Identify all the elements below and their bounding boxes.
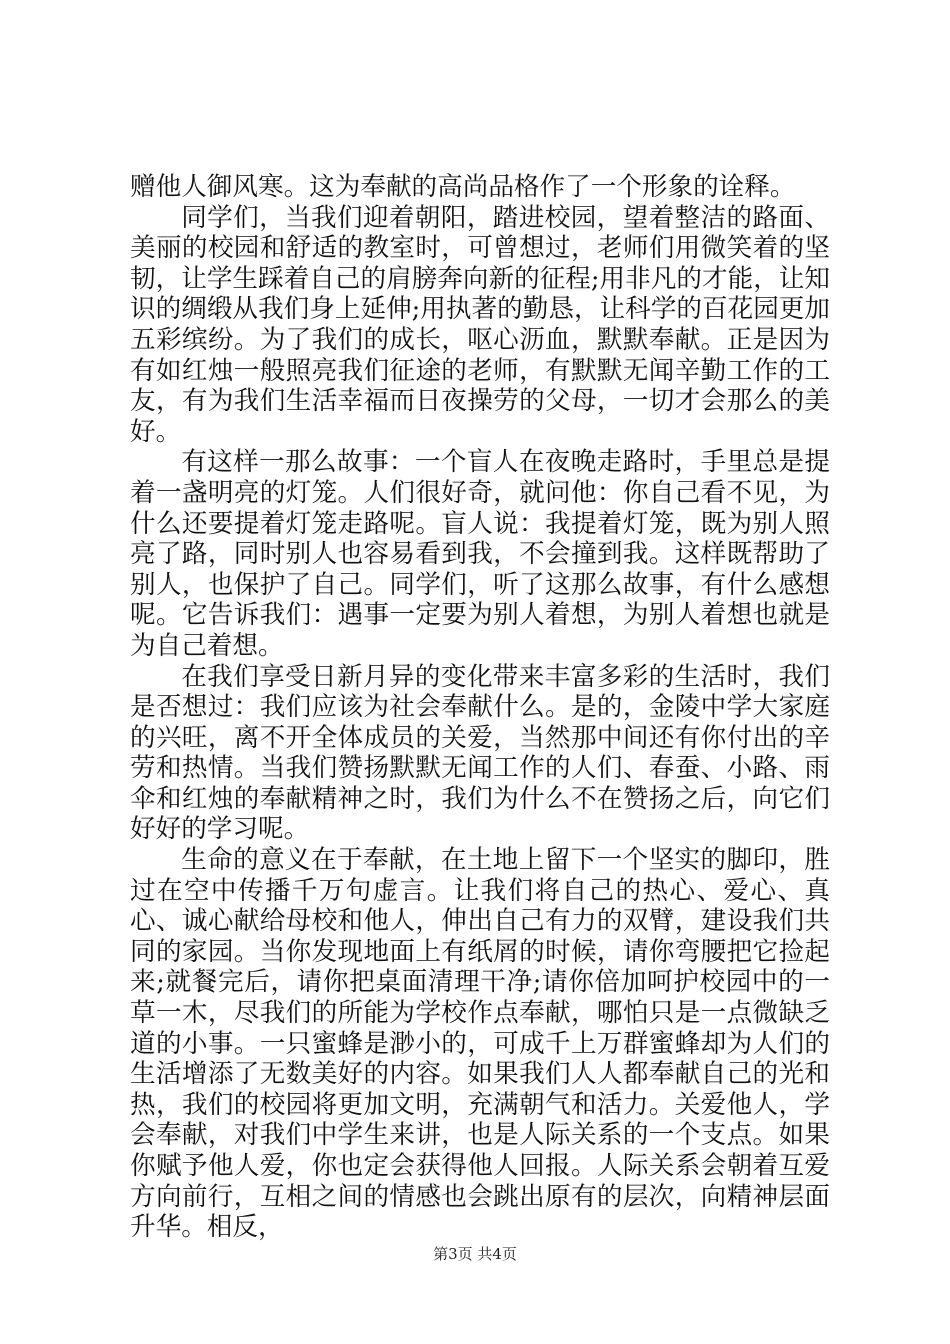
paragraph-meaning-of-life: 生命的意义在于奉献，在土地上留下一个坚实的脚印，胜过在空中传播千万句虚言。让我们将自己的热心、爱心、真心、诚心献给母校和他人，伸出自己有力的双臂，建设我们共同的家园。当你发现地面上有纸屑的时候，请你弯腰把它捡起来;就餐完后，请你把桌面清理干净;请你倍加呵护校园中的一草一木，尽我们的所能为学校作点奉献，哪怕只是一点微缺乏道的小事。一只蜜蜂是渺小的，可成千上万群蜜蜂却为人们的生活增添了无数美好的内容。如果我们人人都奉献自己的光和热，我们的校园将更加文明，充满朝气和活力。关爱他人，学会奉献，对我们中学生来讲，也是人际关系的一个支点。如果你赋予他人爱，你也定会获得他人回报。人际关系会朝着互爱方向前行，互相之间的情感也会跳出原有的层次，向精神层面升华。相反，	[130, 845, 830, 1243]
page-footer: 第3页 共4页	[433, 1245, 517, 1263]
paragraph-lantern-story: 有这样一那么故事：一个盲人在夜晚走路时，手里总是提着一盏明亮的灯笼。人们很好奇，就问他：你自己看不见，为什么还要提着灯笼走路呢。盲人说：我提着灯笼，既为别人照亮了路，同时别人也容易看到我，不会撞到我。这样既帮助了别人，也保护了自己。同学们，听了这那么故事，有什么感想呢。它告诉我们：遇事一定要为别人着想，为别人着想也就是为自己着想。	[130, 447, 830, 661]
paragraph-teachers: 同学们，当我们迎着朝阳，踏进校园，望着整洁的路面、美丽的校园和舒适的教室时，可曾想过，老师们用微笑着的坚韧，让学生踩着自己的肩膀奔向新的征程;用非凡的才能，让知识的绸缎从我们身上延伸;用执著的勤恳，让科学的百花园更加五彩缤纷。为了我们的成长，呕心沥血，默默奉献。正是因为有如红烛一般照亮我们征途的老师，有默默无闻辛勤工作的工友，有为我们生活幸福而日夜操劳的父母，一切才会那么的美好。	[130, 202, 830, 447]
paragraph-society: 在我们享受日新月异的变化带来丰富多彩的生活时，我们是否想过：我们应该为社会奉献什么。是的，金陵中学大家庭的兴旺，离不开全体成员的关爱，当然那中间还有你付出的辛劳和热情。当我们赞扬默默无闻工作的人们、春蚕、小路、雨伞和红烛的奉献精神之时，我们为什么不在赞扬之后，向它们好好的学习呢。	[130, 661, 830, 845]
body-text	[130, 172, 830, 1243]
paragraph-continuation: 赠他人御风寒。这为奉献的高尚品格作了一个形象的诠释。	[130, 172, 796, 202]
